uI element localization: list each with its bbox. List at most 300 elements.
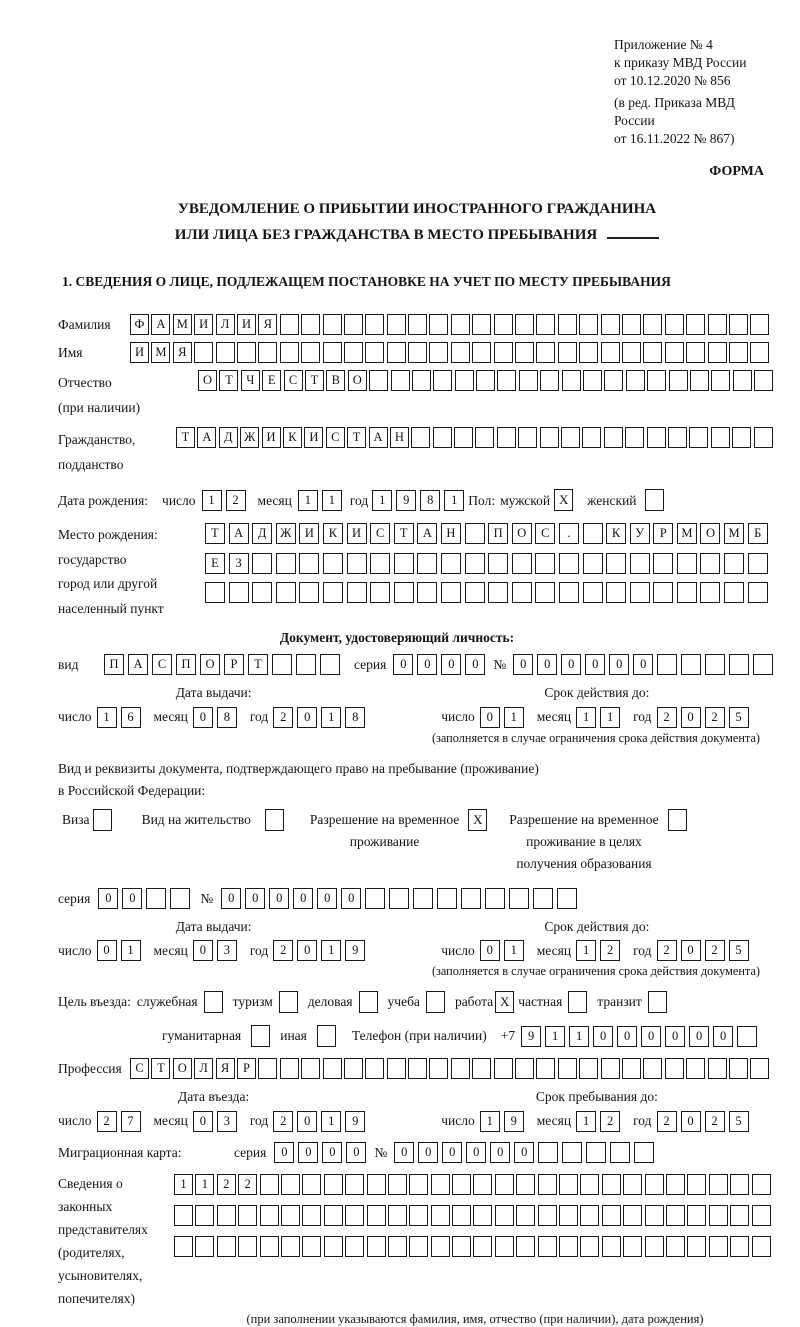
char-cell[interactable]: 0 xyxy=(97,940,117,961)
purpose-private-checkbox[interactable] xyxy=(568,991,587,1013)
char-cell[interactable] xyxy=(391,370,410,391)
char-cell[interactable] xyxy=(622,314,641,335)
char-cell[interactable] xyxy=(252,582,272,603)
char-cell[interactable] xyxy=(347,553,367,574)
char-cell[interactable]: 2 xyxy=(705,1111,725,1132)
char-cell[interactable] xyxy=(174,1236,193,1257)
char-cell[interactable]: В xyxy=(326,370,345,391)
char-cell[interactable] xyxy=(252,553,272,574)
char-cell[interactable] xyxy=(217,1205,236,1226)
char-cell[interactable]: С xyxy=(370,523,390,544)
char-cell[interactable] xyxy=(323,1058,342,1079)
char-cell[interactable]: У xyxy=(630,523,650,544)
char-cell[interactable] xyxy=(750,1058,769,1079)
char-cell[interactable]: 1 xyxy=(322,490,342,511)
char-cell[interactable] xyxy=(237,342,256,363)
char-cell[interactable] xyxy=(708,314,727,335)
char-cell[interactable] xyxy=(258,1058,277,1079)
char-cell[interactable]: О xyxy=(512,523,532,544)
char-cell[interactable] xyxy=(604,427,623,448)
char-cell[interactable] xyxy=(559,553,579,574)
char-cell[interactable]: 8 xyxy=(420,490,440,511)
char-cell[interactable]: 2 xyxy=(273,940,293,961)
char-cell[interactable] xyxy=(345,1205,364,1226)
char-cell[interactable] xyxy=(451,1058,470,1079)
char-cell[interactable]: И xyxy=(299,523,319,544)
char-cell[interactable]: О xyxy=(173,1058,192,1079)
char-cell[interactable]: 2 xyxy=(657,940,677,961)
char-cell[interactable] xyxy=(488,582,508,603)
char-cell[interactable] xyxy=(737,1026,757,1047)
purpose-other-checkbox[interactable] xyxy=(317,1025,336,1047)
char-cell[interactable]: 0 xyxy=(713,1026,733,1047)
char-cell[interactable] xyxy=(601,342,620,363)
char-cell[interactable] xyxy=(452,1205,471,1226)
char-cell[interactable] xyxy=(299,582,319,603)
char-cell[interactable]: 7 xyxy=(121,1111,141,1132)
purpose-study-checkbox[interactable] xyxy=(426,991,445,1013)
purpose-official-checkbox[interactable] xyxy=(204,991,223,1013)
char-cell[interactable] xyxy=(216,342,235,363)
char-cell[interactable]: Т xyxy=(151,1058,170,1079)
char-cell[interactable] xyxy=(365,888,385,909)
char-cell[interactable]: 0 xyxy=(681,707,701,728)
sex-female-checkbox[interactable] xyxy=(645,489,664,511)
char-cell[interactable] xyxy=(433,427,452,448)
char-cell[interactable]: 0 xyxy=(221,888,241,909)
char-cell[interactable] xyxy=(441,582,461,603)
char-cell[interactable]: З xyxy=(229,553,249,574)
char-cell[interactable]: Т xyxy=(176,427,195,448)
char-cell[interactable] xyxy=(276,582,296,603)
char-cell[interactable]: И xyxy=(130,342,149,363)
char-cell[interactable] xyxy=(431,1236,450,1257)
char-cell[interactable]: 8 xyxy=(345,707,365,728)
char-cell[interactable] xyxy=(320,654,340,675)
char-cell[interactable] xyxy=(540,427,559,448)
char-cell[interactable] xyxy=(370,582,390,603)
char-cell[interactable] xyxy=(643,1058,662,1079)
char-cell[interactable]: О xyxy=(200,654,220,675)
visa-checkbox[interactable] xyxy=(93,809,112,831)
char-cell[interactable] xyxy=(302,1205,321,1226)
char-cell[interactable] xyxy=(512,553,532,574)
char-cell[interactable]: 0 xyxy=(297,1111,317,1132)
char-cell[interactable]: Р xyxy=(653,523,673,544)
purpose-business-checkbox[interactable] xyxy=(359,991,378,1013)
char-cell[interactable]: С xyxy=(284,370,303,391)
char-cell[interactable]: 0 xyxy=(418,1142,438,1163)
char-cell[interactable]: 1 xyxy=(576,940,596,961)
char-cell[interactable] xyxy=(687,1236,706,1257)
char-cell[interactable]: 5 xyxy=(729,940,749,961)
char-cell[interactable] xyxy=(452,1174,471,1195)
char-cell[interactable]: 0 xyxy=(480,940,500,961)
char-cell[interactable]: 0 xyxy=(441,654,461,675)
char-cell[interactable] xyxy=(669,370,688,391)
char-cell[interactable]: О xyxy=(348,370,367,391)
char-cell[interactable]: М xyxy=(724,523,744,544)
char-cell[interactable]: Д xyxy=(252,523,272,544)
char-cell[interactable]: 1 xyxy=(202,490,222,511)
char-cell[interactable] xyxy=(276,553,296,574)
char-cell[interactable] xyxy=(323,553,343,574)
char-cell[interactable] xyxy=(634,1142,654,1163)
char-cell[interactable] xyxy=(724,582,744,603)
char-cell[interactable] xyxy=(533,888,553,909)
char-cell[interactable]: 0 xyxy=(490,1142,510,1163)
char-cell[interactable] xyxy=(370,553,390,574)
char-cell[interactable] xyxy=(473,1205,492,1226)
char-cell[interactable] xyxy=(429,1058,448,1079)
char-cell[interactable]: Ч xyxy=(241,370,260,391)
char-cell[interactable]: 1 xyxy=(321,1111,341,1132)
char-cell[interactable] xyxy=(195,1205,214,1226)
char-cell[interactable] xyxy=(238,1236,257,1257)
char-cell[interactable]: 1 xyxy=(444,490,464,511)
char-cell[interactable]: И xyxy=(237,314,256,335)
char-cell[interactable]: 3 xyxy=(217,1111,237,1132)
char-cell[interactable] xyxy=(365,1058,384,1079)
char-cell[interactable]: 0 xyxy=(417,654,437,675)
char-cell[interactable]: 1 xyxy=(504,707,524,728)
char-cell[interactable] xyxy=(409,1236,428,1257)
char-cell[interactable] xyxy=(729,314,748,335)
char-cell[interactable] xyxy=(730,1236,749,1257)
char-cell[interactable] xyxy=(536,1058,555,1079)
char-cell[interactable] xyxy=(558,314,577,335)
char-cell[interactable] xyxy=(281,1174,300,1195)
char-cell[interactable] xyxy=(686,1058,705,1079)
char-cell[interactable] xyxy=(455,370,474,391)
char-cell[interactable]: Т xyxy=(305,370,324,391)
char-cell[interactable] xyxy=(301,342,320,363)
char-cell[interactable]: 1 xyxy=(174,1174,193,1195)
char-cell[interactable]: Р xyxy=(224,654,244,675)
char-cell[interactable]: 2 xyxy=(657,1111,677,1132)
char-cell[interactable] xyxy=(559,1236,578,1257)
char-cell[interactable]: 1 xyxy=(480,1111,500,1132)
char-cell[interactable] xyxy=(475,427,494,448)
char-cell[interactable]: Т xyxy=(205,523,225,544)
char-cell[interactable]: М xyxy=(677,523,697,544)
char-cell[interactable] xyxy=(272,654,292,675)
char-cell[interactable]: П xyxy=(488,523,508,544)
char-cell[interactable] xyxy=(388,1174,407,1195)
temp-residence-education-checkbox[interactable] xyxy=(668,809,687,831)
char-cell[interactable] xyxy=(451,314,470,335)
char-cell[interactable] xyxy=(708,342,727,363)
char-cell[interactable] xyxy=(408,314,427,335)
char-cell[interactable]: 0 xyxy=(393,654,413,675)
char-cell[interactable] xyxy=(752,1174,771,1195)
char-cell[interactable] xyxy=(711,370,730,391)
char-cell[interactable]: 2 xyxy=(273,707,293,728)
char-cell[interactable] xyxy=(559,1174,578,1195)
char-cell[interactable]: 0 xyxy=(513,654,533,675)
char-cell[interactable]: 0 xyxy=(465,654,485,675)
char-cell[interactable]: А xyxy=(229,523,249,544)
char-cell[interactable]: А xyxy=(197,427,216,448)
char-cell[interactable]: Р xyxy=(237,1058,256,1079)
char-cell[interactable] xyxy=(645,1236,664,1257)
char-cell[interactable] xyxy=(602,1205,621,1226)
char-cell[interactable] xyxy=(623,1205,642,1226)
char-cell[interactable]: К xyxy=(323,523,343,544)
char-cell[interactable] xyxy=(394,582,414,603)
char-cell[interactable] xyxy=(653,582,673,603)
char-cell[interactable] xyxy=(324,1174,343,1195)
char-cell[interactable] xyxy=(623,1236,642,1257)
char-cell[interactable] xyxy=(535,582,555,603)
char-cell[interactable] xyxy=(296,654,316,675)
char-cell[interactable]: 1 xyxy=(298,490,318,511)
char-cell[interactable] xyxy=(558,342,577,363)
char-cell[interactable] xyxy=(709,1236,728,1257)
char-cell[interactable] xyxy=(562,1142,582,1163)
char-cell[interactable] xyxy=(365,342,384,363)
char-cell[interactable]: Е xyxy=(262,370,281,391)
char-cell[interactable]: 0 xyxy=(193,940,213,961)
char-cell[interactable] xyxy=(730,1174,749,1195)
char-cell[interactable] xyxy=(700,582,720,603)
char-cell[interactable] xyxy=(665,314,684,335)
char-cell[interactable] xyxy=(280,314,299,335)
char-cell[interactable] xyxy=(606,582,626,603)
char-cell[interactable]: 2 xyxy=(705,707,725,728)
char-cell[interactable] xyxy=(686,342,705,363)
char-cell[interactable]: 2 xyxy=(238,1174,257,1195)
char-cell[interactable] xyxy=(729,654,749,675)
char-cell[interactable] xyxy=(495,1205,514,1226)
char-cell[interactable] xyxy=(205,582,225,603)
char-cell[interactable]: 2 xyxy=(705,940,725,961)
char-cell[interactable]: 2 xyxy=(217,1174,236,1195)
char-cell[interactable] xyxy=(485,888,505,909)
char-cell[interactable] xyxy=(580,1236,599,1257)
char-cell[interactable]: С xyxy=(535,523,555,544)
char-cell[interactable] xyxy=(367,1174,386,1195)
char-cell[interactable] xyxy=(630,582,650,603)
char-cell[interactable] xyxy=(606,553,626,574)
char-cell[interactable] xyxy=(194,342,213,363)
char-cell[interactable] xyxy=(732,427,751,448)
purpose-work-checkbox[interactable]: X xyxy=(495,991,514,1013)
char-cell[interactable]: А xyxy=(151,314,170,335)
char-cell[interactable] xyxy=(473,1174,492,1195)
char-cell[interactable] xyxy=(540,370,559,391)
char-cell[interactable]: Л xyxy=(216,314,235,335)
char-cell[interactable] xyxy=(488,553,508,574)
char-cell[interactable] xyxy=(668,427,687,448)
char-cell[interactable] xyxy=(452,1236,471,1257)
char-cell[interactable] xyxy=(643,342,662,363)
char-cell[interactable]: 0 xyxy=(98,888,118,909)
char-cell[interactable] xyxy=(708,1058,727,1079)
char-cell[interactable] xyxy=(258,342,277,363)
char-cell[interactable] xyxy=(687,1174,706,1195)
char-cell[interactable]: О xyxy=(700,523,720,544)
char-cell[interactable] xyxy=(711,427,730,448)
char-cell[interactable] xyxy=(689,427,708,448)
char-cell[interactable] xyxy=(754,370,773,391)
char-cell[interactable] xyxy=(561,427,580,448)
char-cell[interactable]: С xyxy=(152,654,172,675)
char-cell[interactable] xyxy=(748,582,768,603)
char-cell[interactable] xyxy=(687,1205,706,1226)
char-cell[interactable] xyxy=(538,1205,557,1226)
char-cell[interactable] xyxy=(677,582,697,603)
char-cell[interactable] xyxy=(690,370,709,391)
char-cell[interactable] xyxy=(709,1174,728,1195)
char-cell[interactable]: 0 xyxy=(641,1026,661,1047)
purpose-tourism-checkbox[interactable] xyxy=(279,991,298,1013)
char-cell[interactable] xyxy=(497,427,516,448)
char-cell[interactable] xyxy=(516,1174,535,1195)
char-cell[interactable] xyxy=(580,1205,599,1226)
char-cell[interactable]: 0 xyxy=(394,1142,414,1163)
char-cell[interactable] xyxy=(750,314,769,335)
char-cell[interactable]: Т xyxy=(219,370,238,391)
char-cell[interactable] xyxy=(622,342,641,363)
char-cell[interactable]: 9 xyxy=(345,940,365,961)
char-cell[interactable] xyxy=(302,1236,321,1257)
char-cell[interactable]: Ф xyxy=(130,314,149,335)
char-cell[interactable]: 1 xyxy=(576,1111,596,1132)
char-cell[interactable]: 0 xyxy=(245,888,265,909)
char-cell[interactable] xyxy=(344,314,363,335)
char-cell[interactable] xyxy=(515,314,534,335)
char-cell[interactable] xyxy=(408,1058,427,1079)
char-cell[interactable] xyxy=(299,553,319,574)
char-cell[interactable] xyxy=(516,1205,535,1226)
char-cell[interactable]: 2 xyxy=(226,490,246,511)
char-cell[interactable] xyxy=(495,1174,514,1195)
char-cell[interactable]: К xyxy=(283,427,302,448)
char-cell[interactable]: Т xyxy=(248,654,268,675)
char-cell[interactable] xyxy=(730,1205,749,1226)
char-cell[interactable] xyxy=(582,427,601,448)
char-cell[interactable] xyxy=(394,553,414,574)
char-cell[interactable]: Т xyxy=(394,523,414,544)
char-cell[interactable] xyxy=(472,342,491,363)
char-cell[interactable]: 1 xyxy=(545,1026,565,1047)
char-cell[interactable] xyxy=(387,342,406,363)
char-cell[interactable] xyxy=(750,342,769,363)
char-cell[interactable] xyxy=(666,1174,685,1195)
char-cell[interactable] xyxy=(665,1058,684,1079)
char-cell[interactable] xyxy=(586,1142,606,1163)
char-cell[interactable] xyxy=(583,370,602,391)
char-cell[interactable]: 1 xyxy=(600,707,620,728)
char-cell[interactable] xyxy=(579,1058,598,1079)
char-cell[interactable] xyxy=(389,888,409,909)
char-cell[interactable]: 0 xyxy=(633,654,653,675)
char-cell[interactable]: 2 xyxy=(97,1111,117,1132)
char-cell[interactable] xyxy=(536,342,555,363)
char-cell[interactable] xyxy=(643,314,662,335)
sex-male-checkbox[interactable]: X xyxy=(554,489,573,511)
char-cell[interactable] xyxy=(429,342,448,363)
char-cell[interactable]: Е xyxy=(205,553,225,574)
char-cell[interactable]: Н xyxy=(390,427,409,448)
char-cell[interactable]: 0 xyxy=(341,888,361,909)
char-cell[interactable]: . xyxy=(559,523,579,544)
char-cell[interactable] xyxy=(580,1174,599,1195)
char-cell[interactable]: 1 xyxy=(321,707,341,728)
char-cell[interactable] xyxy=(281,1205,300,1226)
char-cell[interactable]: 9 xyxy=(345,1111,365,1132)
char-cell[interactable] xyxy=(429,314,448,335)
char-cell[interactable] xyxy=(387,1058,406,1079)
char-cell[interactable] xyxy=(519,370,538,391)
char-cell[interactable] xyxy=(465,523,485,544)
char-cell[interactable]: 5 xyxy=(729,707,749,728)
temp-residence-checkbox[interactable]: X xyxy=(468,809,487,831)
char-cell[interactable] xyxy=(365,314,384,335)
char-cell[interactable]: 0 xyxy=(298,1142,318,1163)
char-cell[interactable]: Я xyxy=(173,342,192,363)
char-cell[interactable] xyxy=(645,1205,664,1226)
char-cell[interactable]: 0 xyxy=(442,1142,462,1163)
char-cell[interactable] xyxy=(700,553,720,574)
char-cell[interactable] xyxy=(433,370,452,391)
char-cell[interactable]: М xyxy=(173,314,192,335)
char-cell[interactable] xyxy=(323,582,343,603)
char-cell[interactable] xyxy=(461,888,481,909)
char-cell[interactable]: 0 xyxy=(681,1111,701,1132)
char-cell[interactable] xyxy=(665,342,684,363)
char-cell[interactable]: 0 xyxy=(561,654,581,675)
char-cell[interactable] xyxy=(454,427,473,448)
char-cell[interactable] xyxy=(705,654,725,675)
char-cell[interactable] xyxy=(411,427,430,448)
char-cell[interactable]: 0 xyxy=(297,707,317,728)
char-cell[interactable]: Н xyxy=(441,523,461,544)
char-cell[interactable] xyxy=(324,1236,343,1257)
char-cell[interactable] xyxy=(579,314,598,335)
char-cell[interactable] xyxy=(495,1236,514,1257)
char-cell[interactable] xyxy=(280,342,299,363)
char-cell[interactable]: 0 xyxy=(297,940,317,961)
char-cell[interactable]: 0 xyxy=(689,1026,709,1047)
char-cell[interactable]: 1 xyxy=(121,940,141,961)
char-cell[interactable] xyxy=(323,314,342,335)
char-cell[interactable] xyxy=(417,582,437,603)
char-cell[interactable]: 0 xyxy=(514,1142,534,1163)
char-cell[interactable] xyxy=(601,1058,620,1079)
char-cell[interactable] xyxy=(538,1236,557,1257)
char-cell[interactable] xyxy=(752,1205,771,1226)
char-cell[interactable]: 1 xyxy=(576,707,596,728)
char-cell[interactable]: 9 xyxy=(504,1111,524,1132)
char-cell[interactable] xyxy=(623,1174,642,1195)
char-cell[interactable] xyxy=(610,1142,630,1163)
char-cell[interactable] xyxy=(465,553,485,574)
char-cell[interactable]: Я xyxy=(216,1058,235,1079)
char-cell[interactable] xyxy=(625,427,644,448)
char-cell[interactable] xyxy=(677,553,697,574)
char-cell[interactable] xyxy=(579,342,598,363)
char-cell[interactable]: 0 xyxy=(346,1142,366,1163)
char-cell[interactable]: И xyxy=(262,427,281,448)
char-cell[interactable]: 0 xyxy=(293,888,313,909)
char-cell[interactable] xyxy=(583,523,603,544)
char-cell[interactable]: 0 xyxy=(665,1026,685,1047)
char-cell[interactable] xyxy=(280,1058,299,1079)
char-cell[interactable] xyxy=(494,314,513,335)
char-cell[interactable]: 6 xyxy=(121,707,141,728)
